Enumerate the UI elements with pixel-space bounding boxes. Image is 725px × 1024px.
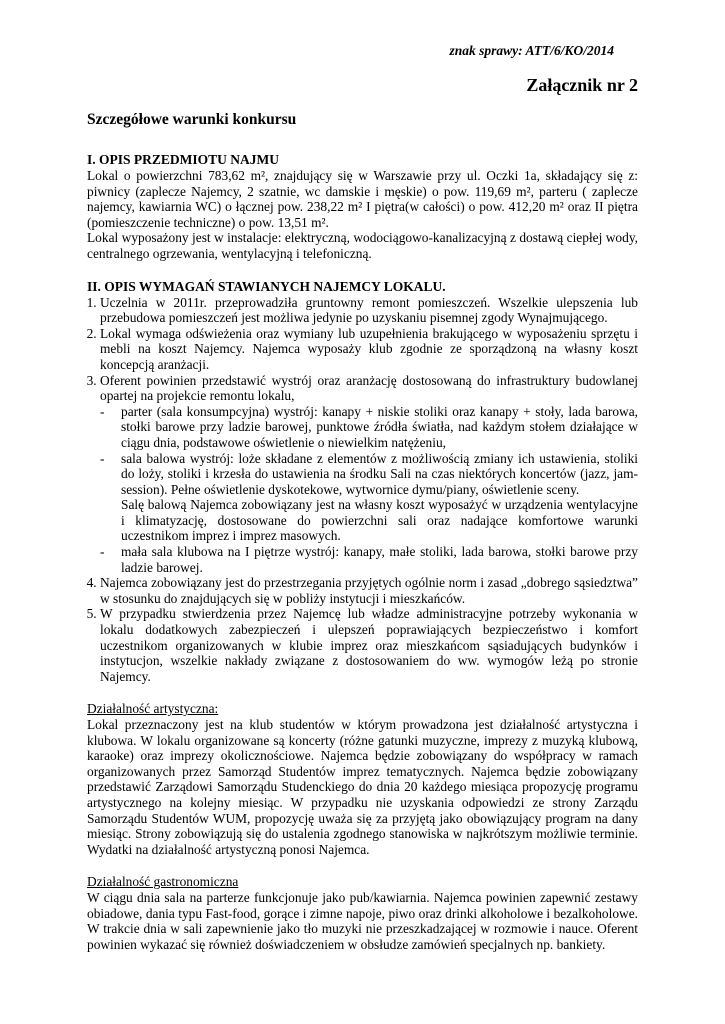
- requirement-text: W przypadku stwierdzenia przez Najemcę lub władze administracyjne potrzeby wykonania w lokalu dodatkowych zabezpieczeń i ulepszeń poprawiających bezpieczeństwo i komfort uczestnikom organizowanych w klubie imprez oraz mieszkańcom sąsiadujących budynków i instytucjon, wszelkie nakłady związane z dostosowaniem do ww. wymogów leżą po stronie Najemcy.: [100, 606, 638, 684]
- requirement-text: Uczelnia w 2011r. przeprowadziła gruntowny remont pomieszczeń. Wszelkie ulepszenia lub przebudowa pomieszczeń jest możliwa jedynie po uzyskaniu pisemnej zgody Wynajmującego.: [100, 294, 638, 326]
- requirement-text: Lokal wymaga odświeżenia oraz wymiany lub uzupełnienia brakującego w wyposażeniu sprzętu i mebli na koszt Najemcy. Najemca wyposaży klub zgodnie ze sporządzoną na własny koszt koncepcją aranżacji.: [100, 325, 638, 372]
- document-body: [87, 110, 638, 952]
- section-1-heading: I. OPIS PRZEDMIOTU NAJMU: [87, 152, 280, 167]
- section-1-paragraph-1: Lokal o powierzchni 783,62 m², znajdujący się w Warszawie przy ul. Oczki 1a, składający się z: piwnicy (zaplecze Najemcy, 2 szatnie, wc damskie i męskie) o pow. 119,69 m², parteru ( zaplecze najemcy, kawiarnia WC) o łącznej pow. 238,22 m² I piętra(w całości) o pow. 412,20 m² oraz II piętra (pomieszczenie techniczne) o pow. 13,51 m².: [87, 168, 638, 230]
- decor-text: sala balowa wystrój: loże składane z elementów z możliwością zmiany ich ustawienia, stoliki do loży, stoliki i krzesła do ustawienia na środku Sali na czas niektórych koncertów (jazz, jam-session). Pełne oświetlenie dyskotekowe, wytwornice dymu/piany, oświetlenie sceny.: [121, 450, 638, 497]
- section-2-heading: II. OPIS WYMAGAŃ STAWIANYCH NAJEMCY LOKALU.: [87, 278, 446, 294]
- ballroom-ventilation-note: Salę balową Najemca zobowiązany jest na własny koszt wyposażyć w urządzenia wentylacyjne i klimatyzację, dostosowane do powierzchni sali oraz nadające komfortowe warunki uczestnikom imprez i imprez masowych.: [121, 497, 638, 544]
- requirement-item-4: [100, 575, 638, 606]
- artistic-activity-text: Lokal przeznaczony jest na klub studentów w którym prowadzona jest działalność artystyczna i klubowa. W lokalu organizowane są koncerty (różne gatunki muzyczne, imprezy z muzyką klubową, karaoke) oraz imprezy okolicznościowe. Najemca będzie zobowiązany do współpracy w ramach organizowanych przez Samorząd Studentów imprez tematycznych. Najemca będzie zobowiązany przedstawić Zarządowi Samorządu Studenckiego do dnia 20 każdego miesiąca propozycję programu artystycznego na kolejny miesiąc. W przypadku nie uzyskania odpowiedzi ze strony Zarządu Samorządu Studentów WUM, propozycję uważa się za przyjętą jako obowiązujący program na dany miesiąc. Strony zobowiązują się do ustalenia zgodnego stanowiska w najkrótszym możliwie terminie. Wydatki na działalność artystyczną ponosi Najemca.: [87, 717, 638, 857]
- decor-item-ballroom: [121, 451, 638, 545]
- requirement-text: Najemca zobowiązany jest do przestrzegania przyjętych ogólnie norm i zasad „dobrego sąsiedztwa” w stosunku do znajdujących się w pobliży instytucji i mieszkańców.: [100, 575, 638, 606]
- decor-text: mała sala klubowa na I piętrze wystrój: kanapy, małe stoliki, lada barowa, stołki barowe przy ladzie barowej.: [121, 544, 638, 575]
- section-1-paragraph-2: Lokal wyposażony jest w instalacje: elektryczną, wodociągowo-kanalizacyjną z dostawą ciepłej wody, centralnego ogrzewania, wentylacyjną i telefoniczną.: [87, 230, 638, 261]
- requirements-list: [87, 295, 638, 685]
- case-number: znak sprawy: ATT/6/KO/2014: [449, 43, 614, 58]
- requirement-item-2: [100, 326, 638, 373]
- requirement-text: Oferent powinien przedstawić wystrój oraz aranżację dostosowaną do infrastruktury budowlanej opartej na projekcie remontu lokalu,: [100, 372, 638, 404]
- artistic-activity-heading: Działalność artystyczna:: [87, 701, 219, 717]
- requirement-item-5: [100, 606, 638, 684]
- gastronomic-activity-heading: Działalność gastronomiczna: [87, 874, 239, 890]
- gastronomic-activity-text: W ciągu dnia sala na parterze funkcjonuje jako pub/kawiarnia. Najemca powinien zapewnić zestawy obiadowe, dania typu Fast-food, gorące i zimne napoje, piwo oraz drinki alkoholowe i bezalkoholowe. W trakcie dnia w sali zapewnienie jako tło muzyki nie przeszkadzającej w rozmowie i nauce. Oferent powinien wykazać się również doświadczeniem w obsłudze zamówień specjalnych np. bankiety.: [87, 889, 638, 952]
- decor-item-ground-floor: [121, 404, 638, 451]
- attachment-label: Załącznik nr 2: [526, 75, 638, 95]
- requirement-item-3: [100, 373, 638, 576]
- decor-text: parter (sala konsumpcyjna) wystrój: kanapy + niskie stoliki oraz kanapy + stoły, lada barowa, stołki barowe przy ladzie barowej, punktowe źródła światła, nad każdym stołem działające w ciągu dnia, podstawowe oświetlenie o niewielkim natężeniu,: [121, 403, 638, 450]
- decor-list: [100, 404, 638, 576]
- requirement-item-1: [100, 295, 638, 326]
- document-title: Szczegółowe warunki konkursu: [87, 111, 297, 128]
- decor-item-small-club-room: [121, 544, 638, 575]
